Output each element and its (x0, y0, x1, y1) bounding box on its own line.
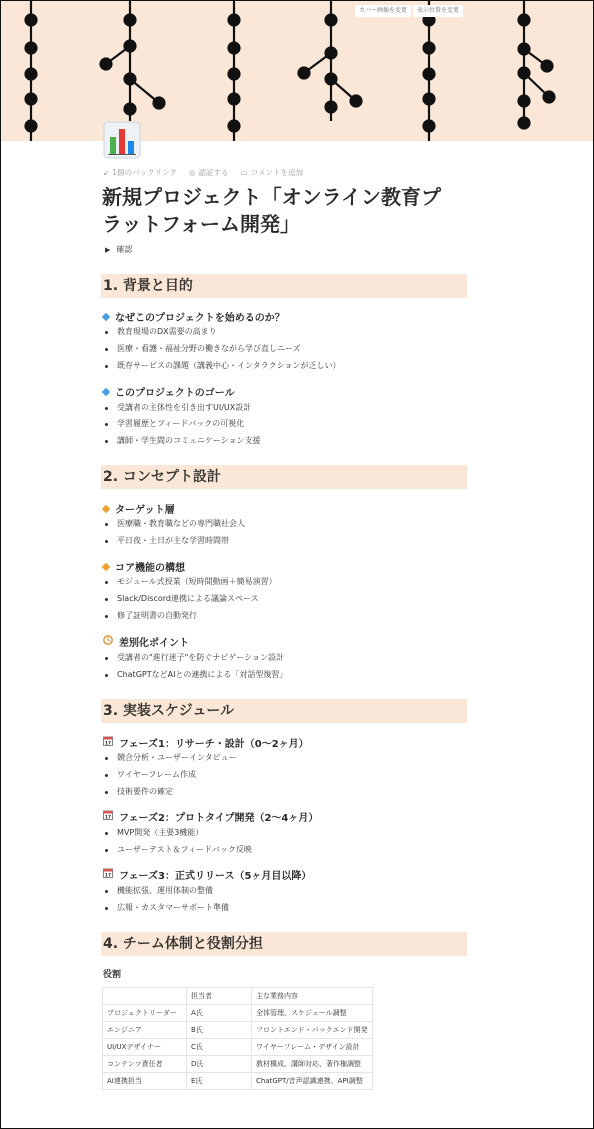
svg-text:17: 17 (104, 741, 112, 746)
list-item (105, 594, 259, 604)
list-item-text: 医療職・教育職などの専門職社会人 (117, 519, 245, 528)
list-item (105, 886, 213, 896)
list-item-text: 既存サービスの課題（講義中心・インタラクションが乏しい） (117, 361, 341, 370)
page-meta-row (103, 167, 303, 178)
list-item-text: 教育現場のDX需要の高まり (117, 327, 217, 336)
list-item-text: 競合分析・ユーザーインタビュー (117, 753, 237, 762)
verify-label: 認証する (198, 168, 229, 177)
subheading-phase-1-text: フェーズ1：リサーチ・設計（0〜2ヶ月） (119, 739, 309, 750)
table-cell[interactable]: ChatGPT/音声認識連携、API調整 (252, 1073, 373, 1090)
confirm-toggle[interactable] (105, 244, 132, 255)
subheading-phase-1 (103, 735, 309, 750)
list-item-text: ユーザーテスト＆フィードバック反映 (117, 845, 252, 854)
table-cell[interactable]: エンジニア (103, 1022, 187, 1039)
heading-team: 4. チーム体制と役割分担 (101, 932, 467, 956)
table-cell[interactable]: B氏 (187, 1022, 252, 1039)
list-item-text: ChatGPTなどAIとの連携による「対話型復習」 (117, 670, 288, 679)
roles-subheading: 役割 (103, 970, 122, 980)
toggle-label: 確認 (116, 245, 133, 254)
page-title-line-1: 新規プロジェクト「オンライン教育プ (102, 185, 441, 209)
table-cell[interactable]: E氏 (187, 1073, 252, 1090)
table-row (103, 1039, 373, 1056)
list-item (105, 419, 244, 429)
list-item (105, 536, 229, 546)
heading-concept-design: 2. コンセプト設計 (101, 465, 467, 489)
heading-schedule: 3. 実装スケジュール (101, 699, 467, 723)
heading-background-purpose: 1. 背景と目的 (101, 274, 467, 298)
list-item (105, 828, 203, 838)
roles-table (102, 987, 373, 1090)
list-item-text: 講師・学生間のコミュニケーション支援 (117, 436, 261, 445)
table-header-cell[interactable] (103, 988, 187, 1005)
change-cover-button[interactable]: カバー画像を変更 (355, 5, 411, 17)
list-item (105, 753, 237, 763)
table-cell[interactable]: ワイヤーフレーム・デザイン設計 (252, 1039, 373, 1056)
reposition-cover-button[interactable]: 表示位置を変更 (413, 5, 463, 17)
table-row (103, 1073, 373, 1090)
table-cell[interactable]: 教材構成、講師対応、著作権調整 (252, 1056, 373, 1073)
list-item-text: 修了証明書の自動発行 (117, 611, 197, 620)
subheading-phase-2-text: フェーズ2：プロトタイプ開発（2〜4ヶ月） (119, 813, 319, 824)
list-item-text: 平日夜・土日が主な学習時間帯 (117, 536, 229, 545)
list-item (105, 611, 197, 621)
svg-text:17: 17 (104, 815, 112, 820)
list-item (105, 403, 251, 413)
subheading-phase-3 (103, 867, 311, 882)
list-item-text: モジュール式授業（短時間動画＋簡易演習） (117, 577, 277, 586)
list-item-text: 学習履歴とフィードバックの可視化 (117, 419, 245, 428)
subheading-core-features (103, 559, 185, 574)
list-item-text: 受講者の主体性を引き出すUI/UX設計 (117, 403, 252, 412)
list-item-text: 医療・看護・福祉分野の働きながら学び直しニーズ (117, 344, 301, 353)
toggle-triangle-icon[interactable]: ▶ (105, 245, 111, 254)
subheading-phase-2 (103, 809, 318, 824)
calendar-icon (103, 736, 113, 749)
page-title-line-2: ラットフォーム開発」 (102, 212, 300, 236)
check-circle-icon: ◎ (188, 168, 196, 177)
list-item (105, 436, 261, 446)
table-header-row (103, 988, 373, 1005)
calendar-icon (103, 810, 113, 823)
table-cell[interactable]: A氏 (187, 1005, 252, 1022)
add-comment-button[interactable] (240, 167, 303, 178)
list-item-text: 広報・カスタマーサポート準備 (117, 903, 229, 912)
list-item-text: Slack/Discord連携による議論スペース (117, 594, 259, 603)
list-item-text: ワイヤーフレーム作成 (117, 770, 197, 779)
backlinks-label: 1個のバックリンク (112, 168, 177, 177)
orange-diamond-icon (102, 562, 110, 570)
list-item (105, 770, 196, 780)
list-item-text: MVP開発（主要3機能） (117, 828, 204, 837)
table-header-cell[interactable]: 主な業務内容 (252, 988, 373, 1005)
cover-tree-pattern (1, 1, 593, 141)
add-comment-label: コメントを追加 (250, 168, 304, 177)
list-item-text: 受講者の"進行迷子"を防ぐナビゲーション設計 (117, 653, 285, 662)
orange-diamond-icon (102, 504, 110, 512)
clock-icon (103, 635, 113, 648)
table-row (103, 1022, 373, 1039)
table-cell[interactable]: AI連携担当 (103, 1073, 187, 1090)
list-item (105, 361, 341, 371)
subheading-target (103, 501, 175, 516)
list-item (105, 327, 217, 337)
list-item-text: 技術要件の確定 (117, 787, 173, 796)
table-cell[interactable]: UI/UXデザイナー (103, 1039, 187, 1056)
table-row (103, 1005, 373, 1022)
list-item (105, 787, 173, 797)
bar-chart-icon[interactable] (103, 121, 141, 159)
subheading-why-text: なぜこのプロジェクトを始めるのか？ (115, 313, 285, 324)
blue-diamond-icon (102, 387, 110, 395)
table-cell[interactable]: 全体管理、スケジュール調整 (252, 1005, 373, 1022)
subheading-differentiation-text: 差別化ポイント (119, 638, 189, 649)
subheading-phase-3-text: フェーズ3：正式リリース（5ヶ月目以降） (119, 871, 312, 882)
table-cell[interactable]: C氏 (187, 1039, 252, 1056)
blue-diamond-icon (102, 312, 110, 320)
table-header-cell[interactable]: 担当者 (187, 988, 252, 1005)
subheading-target-text: ターゲット層 (115, 505, 175, 516)
page-title[interactable] (102, 184, 472, 238)
list-item (105, 670, 287, 680)
list-item (105, 577, 277, 587)
table-cell[interactable]: プロジェクトリーダー (103, 1005, 187, 1022)
list-item (105, 653, 284, 663)
list-item (105, 903, 229, 913)
svg-text:17: 17 (104, 873, 112, 878)
subheading-goal (103, 384, 235, 399)
table-row (103, 1056, 373, 1073)
subheading-differentiation (103, 634, 189, 649)
cover-image[interactable] (1, 1, 593, 141)
table-cell[interactable]: フロントエンド・バックエンド開発 (252, 1022, 373, 1039)
subheading-why (103, 309, 285, 324)
subheading-goal-text: このプロジェクトのゴール (115, 388, 235, 399)
table-cell[interactable]: D氏 (187, 1056, 252, 1073)
calendar-icon (103, 868, 113, 881)
list-item-text: 機能拡張、運用体制の整備 (117, 886, 213, 895)
subheading-core-features-text: コア機能の構想 (115, 563, 185, 574)
verify-button[interactable] (189, 167, 229, 178)
comment-icon: ▭ (240, 168, 248, 177)
table-cell[interactable]: コンテンツ責任者 (103, 1056, 187, 1073)
backlinks-link[interactable] (103, 167, 177, 178)
backlink-arrow-icon: ↙ (103, 168, 110, 177)
list-item (105, 845, 252, 855)
list-item (105, 519, 245, 529)
list-item (105, 344, 301, 354)
